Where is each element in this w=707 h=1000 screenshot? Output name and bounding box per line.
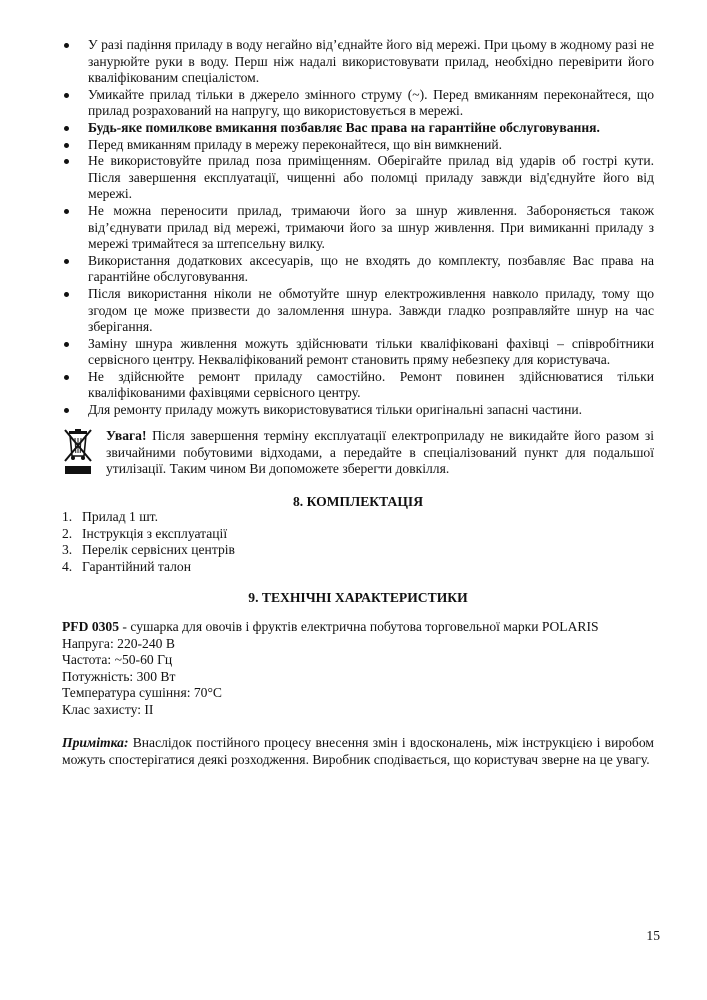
list-item: Після використання ніколи не обмотуйте шнур електроживлення навколо приладу, тому що згодом це може призвести до заломлення шнура. Завжди гладко розправляйте шнур на час зберігання. bbox=[62, 286, 654, 336]
note-label: Примітка: bbox=[62, 735, 129, 750]
warning-text: Увага! Після завершення терміну експлуатації електроприладу не викидайте його разом зі звичайними побутовими відходами, а передайте в спеціалізований пункт для подальшої утилізації. Таким чином Ви допоможете зберегти довкілля. bbox=[106, 428, 654, 477]
crossed-out-wheelie-bin-icon bbox=[62, 428, 94, 476]
warning-label: Увага! bbox=[106, 428, 147, 443]
bullet-icon bbox=[64, 126, 69, 131]
list-item: Використання додаткових аксесуарів, що не входять до комплекту, позбавляє Вас права на гарантійне обслуговування. bbox=[62, 253, 654, 286]
model-line: PFD 0305 - сушарка для овочів і фруктів електрична побутова торговельної марки POLARIS bbox=[62, 619, 599, 634]
list-item: 4. Гарантійний талон bbox=[62, 558, 191, 574]
list-item: Не можна переносити прилад, тримаючи його за шнур живлення. Забороняється також від’єднувати прилад від мережі, тримаючи його за шнур живлення. При вимиканні приладу з мережі тримайтеся за штепсельну вилку. bbox=[62, 203, 654, 253]
technical-specs bbox=[62, 619, 654, 719]
model-name: PFD 0305 bbox=[62, 619, 120, 634]
bullet-icon bbox=[64, 342, 69, 347]
bullet-icon bbox=[64, 259, 69, 264]
spec-temperature: Температура сушіння: 70°C bbox=[62, 685, 222, 701]
section-8-heading: 8. КОМПЛЕКТАЦІЯ bbox=[292, 494, 424, 509]
spec-voltage: Напруга: 220-240 В bbox=[62, 635, 175, 651]
list-item: Перед вмиканням приладу в мережу переконайтеся, що він вимкнений. bbox=[62, 137, 654, 154]
spec-frequency: Частота: ~50-60 Гц bbox=[62, 652, 173, 668]
bullet-icon bbox=[64, 408, 69, 413]
list-item: Не використовуйте прилад поза приміщенням. Оберігайте прилад від ударів об гострі кути. Після завершення експлуатації, чищенні або поломці приладу завжди від'єднуйте його від мережі. bbox=[62, 153, 654, 203]
section-9-heading: 9. ТЕХНІЧНІ ХАРАКТЕРИСТИКИ bbox=[248, 590, 468, 605]
list-item: Будь-яке помилкове вмикання позбавляє Вас права на гарантійне обслуговування. bbox=[62, 120, 654, 137]
bullet-icon bbox=[64, 143, 69, 148]
list-item: 2. Інструкція з експлуатації bbox=[62, 525, 228, 541]
list-item: У разі падіння приладу в воду негайно від’єднайте його від мережі. При цьому в жодному разі не занурюйте руки в воду. Перш ніж надалі використовувати прилад, необхідно перевірити його кваліфікованим спеціалістом. bbox=[62, 37, 654, 87]
list-item: 3. Перелік сервісних центрів bbox=[62, 542, 235, 558]
list-item: Заміну шнура живлення можуть здійснювати тільки кваліфіковані фахівці – співробітники сервісного центру. Некваліфікований ремонт становить пряму небезпеку для користувача. bbox=[62, 336, 654, 369]
list-item: Не здійснюйте ремонт приладу самостійно. Ремонт повинен здійснюватися тільки кваліфікованими фахівцями сервісного центру. bbox=[62, 369, 654, 402]
safety-bullet-list bbox=[62, 37, 654, 419]
list-item: Умикайте прилад тільки в джерело змінного струму (~). Перед вмиканням переконайтеся, що прилад розрахований на напругу, що використовується в мережі. bbox=[62, 87, 654, 120]
list-item: 1. Прилад 1 шт. bbox=[62, 509, 158, 524]
bullet-icon bbox=[64, 375, 69, 380]
page-number: 15 bbox=[646, 928, 660, 943]
bullet-icon bbox=[64, 209, 69, 214]
disposal-warning bbox=[62, 428, 654, 478]
bullet-icon bbox=[64, 292, 69, 297]
spec-power: Потужність: 300 Вт bbox=[62, 668, 176, 684]
note-paragraph: Примітка: Внаслідок постійного процесу внесення змін і вдосконалень, між інструкцією і виробом можуть спостерігатися деякі розходження. Виробник сподівається, що користувач зверне на це увагу. bbox=[62, 735, 654, 767]
package-contents-list bbox=[62, 509, 462, 575]
bullet-icon bbox=[64, 159, 69, 164]
bullet-icon bbox=[64, 93, 69, 98]
list-item: Для ремонту приладу можуть використовуватися тільки оригінальні запасні частини. bbox=[62, 402, 654, 419]
bullet-icon bbox=[64, 43, 69, 48]
spec-protection-class: Клас захисту: II bbox=[62, 701, 154, 717]
